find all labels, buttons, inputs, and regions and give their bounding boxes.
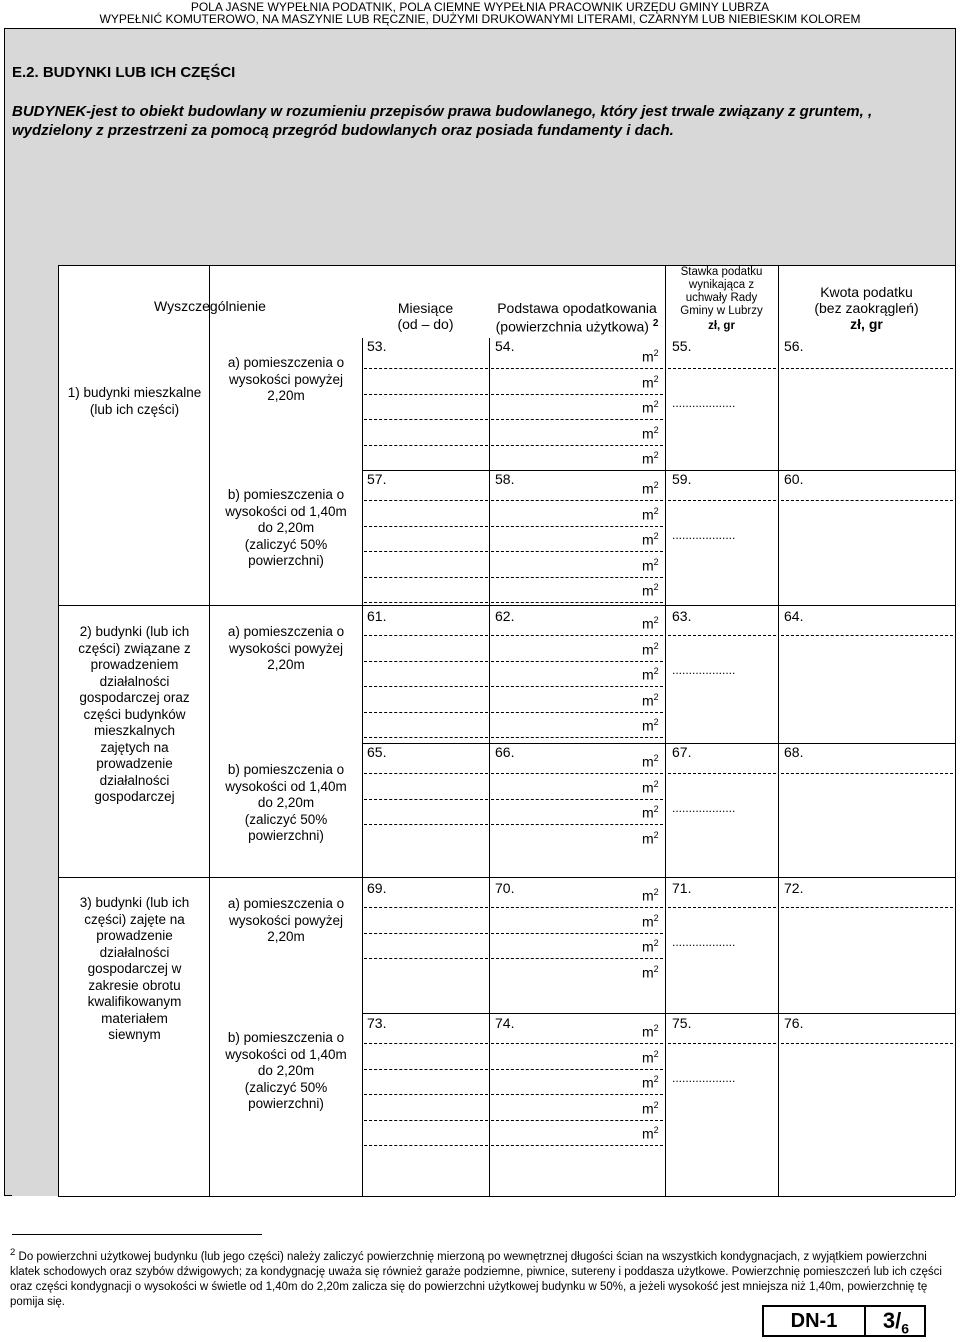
field-number: 65. [367, 744, 387, 760]
subtype-b-line: (zaliczyć 50% [244, 536, 328, 552]
subtype-a-line: 2,20m [267, 388, 305, 403]
subtype-a-line: wysokości powyżej [228, 640, 344, 656]
field-number: 57. [367, 471, 387, 487]
dash-base [491, 551, 663, 552]
page-number: $3/_6$ [882, 1308, 910, 1337]
dash-base [491, 1043, 663, 1044]
dash-months [364, 737, 488, 738]
field-number: 70. [495, 880, 515, 896]
header-base-l2-text: (powierzchnia użytkowa) [495, 318, 649, 335]
unit-sup: 2 [653, 582, 659, 592]
dash-months [364, 958, 488, 959]
unit-m: m [642, 887, 654, 904]
dash-months [364, 799, 488, 800]
rate-dots: ................... [672, 663, 736, 677]
category-3-line: części) zajęte na [84, 911, 185, 927]
unit-sup: 2 [653, 804, 659, 814]
footnote-separator [12, 1234, 262, 1235]
unit-m2 [642, 717, 659, 734]
dash-months [364, 1094, 488, 1095]
unit-m: m [642, 964, 654, 981]
dash-months [364, 1145, 488, 1146]
unit-m: m [642, 480, 654, 497]
dash-months [364, 419, 488, 420]
field-number: 60. [784, 471, 804, 487]
dash-amount [781, 500, 953, 501]
subtype-a-line: wysokości powyżej [228, 371, 344, 387]
subtype-a-line: 2,20m [267, 929, 305, 944]
category-3-line: kwalifikowanym [87, 994, 182, 1009]
rate-dots: ................... [672, 528, 736, 542]
dash-months [364, 907, 488, 908]
category-3-line: zakresie obrotu [88, 977, 181, 993]
unit-sup: 2 [653, 531, 659, 541]
unit-m: m [642, 1074, 654, 1091]
row-group-line [362, 470, 955, 471]
field-number: 59. [672, 471, 692, 487]
dash-base [491, 958, 663, 959]
building-definition: BUDYNEK-jest to obiekt budowlany w rozumieniu przepisów prawa budowlanego, który jest trwale związany z gruntem, , wydzielony z przestrzeni za pomocą przegród budowlanych oraz posiada fundamenty i dach. [12, 103, 873, 139]
dash-months [364, 577, 488, 578]
unit-m2 [642, 399, 659, 416]
unit-m2 [642, 641, 659, 658]
unit-m: m [642, 666, 654, 683]
unit-sup: 2 [653, 963, 659, 974]
header-rate-2: wynikająca z [688, 279, 755, 291]
unit-sup: 2 [653, 666, 659, 676]
unit-m2 [642, 1125, 659, 1142]
unit-m: m [642, 717, 654, 734]
unit-m2 [642, 779, 659, 796]
dash-amount [781, 635, 953, 636]
header-base-l1: Podstawa opodatkowania [497, 300, 657, 316]
header-amount-l1: Kwota podatku [820, 284, 913, 300]
dash-amount [781, 368, 953, 369]
subtype-a-line: a) pomieszczenia o [227, 896, 345, 911]
dash-months [364, 1043, 488, 1044]
dash-base [491, 1120, 663, 1121]
rate-dots: ................... [672, 935, 736, 949]
row-group-line [362, 1013, 955, 1014]
unit-m2 [642, 804, 659, 821]
category-3-line: siewnym [108, 1027, 161, 1042]
unit-sup: 2 [653, 615, 659, 625]
dash-months [364, 933, 488, 934]
unit-m: m [642, 641, 654, 658]
field-number: 64. [784, 608, 804, 624]
unit-m: m [642, 531, 654, 548]
field-number: 75. [672, 1015, 692, 1031]
header-line-1: POLA JASNE WYPEŁNIA PODATNIK, POLA CIEMNE WYPEŁNIA PRACOWNIK URZĘDU GMINY LUBRZA [190, 0, 770, 14]
header-spec: Wyszczególnienie [154, 298, 266, 314]
category-2-line: zajętych na [100, 739, 169, 755]
unit-sup: 2 [653, 505, 659, 516]
unit-m2 [642, 506, 659, 523]
unit-m: m [642, 779, 654, 796]
dash-base [491, 824, 663, 825]
unit-m: m [642, 557, 654, 574]
table-hline [58, 605, 955, 606]
unit-sup: 2 [653, 887, 659, 897]
category-2-line: działalności [99, 772, 170, 788]
unit-sup: 2 [653, 912, 659, 923]
dash-months [364, 551, 488, 552]
dash-base [491, 500, 663, 501]
category-3-line: gospodarczej w [87, 961, 182, 976]
header-line-2: WYPEŁNIĆ KOMUTEROWO, NA MASZYNIE LUB RĘCZNIE, DUŻYMI DRUKOWANYMI LITERAMI, CZARNYM LUB NIEBIESKIM KOLOREM [99, 12, 861, 26]
unit-m: m [642, 582, 654, 599]
dash-rate [668, 500, 776, 501]
unit-sup: 2 [653, 399, 659, 409]
field-number: 61. [367, 608, 387, 624]
dash-months [364, 1069, 488, 1070]
subtype-b-line: powierzchni) [248, 828, 324, 843]
subtype-b-line: wysokości od 1,40m [225, 778, 347, 794]
dash-base [491, 1094, 663, 1095]
header-rate-4: Gminy w Lubrzy [680, 305, 763, 317]
dash-base [491, 933, 663, 934]
table-hline [58, 1196, 209, 1197]
unit-sup: 2 [653, 778, 659, 789]
unit-m2 [642, 425, 659, 442]
dash-months [364, 1120, 488, 1121]
rate-dots: ................... [672, 801, 736, 815]
dash-months [364, 773, 488, 774]
field-number: 53. [367, 338, 387, 354]
category-2-line: gospodarczej [94, 789, 175, 804]
unit-m2 [642, 480, 659, 497]
unit-m2 [642, 1100, 659, 1117]
unit-m2 [642, 348, 659, 365]
page-current: 3 [882, 1308, 896, 1333]
dash-months [364, 824, 488, 825]
unit-m: m [642, 753, 654, 770]
category-2-line: prowadzenie [96, 756, 173, 771]
unit-sup: 2 [653, 938, 659, 948]
unit-sup: 2 [653, 691, 659, 702]
field-number: 68. [784, 744, 804, 760]
form-id-separator [864, 1305, 866, 1337]
dash-base [491, 394, 663, 395]
field-number: 58. [495, 471, 515, 487]
dash-months [364, 602, 488, 603]
page-total: 6 [901, 1320, 910, 1337]
table-hline [209, 1196, 955, 1197]
subtype-b-line: do 2,20m [257, 1063, 315, 1078]
field-number: 67. [672, 744, 692, 760]
dash-months [364, 368, 488, 369]
dash-base [491, 661, 663, 662]
unit-sup: 2 [653, 753, 659, 763]
header-base-l2 [489, 318, 665, 335]
unit-sup: 2 [653, 1023, 659, 1033]
unit-m2 [642, 582, 659, 599]
header-amount-units: zł, gr [850, 316, 883, 332]
dash-months [364, 526, 488, 527]
unit-m2 [642, 531, 659, 548]
unit-sup: 2 [653, 1074, 659, 1084]
unit-sup: 2 [653, 373, 659, 384]
category-1-line: (lub ich części) [89, 401, 180, 417]
table-vline [665, 265, 666, 1196]
dash-amount [781, 1043, 953, 1044]
field-number: 76. [784, 1015, 804, 1031]
table-vline [778, 265, 779, 1196]
category-2-line: prowadzeniem [90, 657, 179, 672]
subtype-b-line: (zaliczyć 50% [244, 811, 328, 827]
subtype-b-line: powierzchni) [248, 553, 324, 568]
subtype-a-line: a) pomieszczenia o [227, 624, 345, 639]
unit-m: m [642, 830, 654, 847]
category-2-line: 2) budynki (lub ich [79, 624, 190, 639]
dash-base [491, 445, 663, 446]
dash-rate [668, 907, 776, 908]
dash-base [491, 368, 663, 369]
table-vline [489, 338, 490, 1196]
header-rate-1: Stawka podatku [680, 266, 763, 278]
dash-amount [781, 773, 953, 774]
unit-m: m [642, 450, 654, 467]
unit-m: m [642, 938, 654, 955]
unit-sup: 2 [653, 480, 659, 490]
unit-m2 [642, 830, 659, 847]
dash-base [491, 737, 663, 738]
dash-amount [781, 907, 953, 908]
field-number: 74. [495, 1015, 515, 1031]
subtype-a-line: wysokości powyżej [228, 912, 344, 928]
margin-column [12, 166, 58, 1196]
dash-base [491, 419, 663, 420]
subtype-b-line: do 2,20m [257, 795, 315, 810]
unit-sup: 2 [653, 1048, 659, 1059]
unit-m2 [642, 666, 659, 683]
subtype-a-line: 2,20m [267, 657, 305, 672]
category-1-line: 1) budynki mieszkalne [67, 385, 202, 400]
table-vline [955, 265, 956, 1196]
unit-m2 [642, 1074, 659, 1091]
header-months-l1: Miesiące [397, 300, 454, 316]
category-2-line: mieszkalnych [93, 723, 176, 738]
dash-rate [668, 368, 776, 369]
dash-months [364, 686, 488, 687]
unit-sup: 2 [653, 640, 659, 651]
category-3-line: prowadzenie [96, 928, 173, 943]
footnote-mark: 2 [10, 1247, 16, 1258]
unit-m2 [642, 753, 659, 770]
header-rate-3: uchwały Rady [685, 292, 758, 304]
unit-sup: 2 [653, 829, 659, 840]
field-number: 66. [495, 744, 515, 760]
form-id-label: DN-1 [790, 1310, 838, 1332]
dash-months [364, 394, 488, 395]
dash-months [364, 661, 488, 662]
rate-dots: ................... [672, 396, 736, 410]
subtype-b-line: do 2,20m [257, 520, 315, 535]
footnote-text: Do powierzchni użytkowej budynku (lub jego części) należy zaliczyć powierzchnię mierzoną po wewnętrznej długości ścian na wszystkich kondygnacjach, z wyjątkiem powierzchni klatek schodowych oraz szybów dźwigowych; za kondygnację uważa się również garaże podziemne, piwnice, sutereny i poddasza użytkowe. Powierzchnię pomieszczeń lub ich części oraz części kondygnacji o wysokości w świetle od 1,40m do 2,20m zalicza się do powierzchni użytkowej budynku w 50%, a jeżeli wysokość jest mniejsza niż 1,40m, powierzchnię tę pomija się. [10, 1250, 942, 1308]
field-number: 69. [367, 880, 387, 896]
field-number: 63. [672, 608, 692, 624]
field-number: 72. [784, 880, 804, 896]
category-2-line: części budynków [83, 706, 186, 722]
unit-m2 [642, 692, 659, 709]
subtype-b-line: powierzchni) [248, 1096, 324, 1111]
category-2-line: gospodarczej oraz [79, 690, 190, 705]
subtype-b-line: b) pomieszczenia o [227, 1030, 345, 1045]
unit-m2 [642, 938, 659, 955]
unit-m2 [642, 964, 659, 981]
subtype-b-line: b) pomieszczenia o [227, 487, 345, 502]
subtype-b-line: (zaliczyć 50% [244, 1079, 328, 1095]
subtype-a-line: a) pomieszczenia o [227, 355, 345, 370]
dash-rate [668, 635, 776, 636]
dash-base [491, 602, 663, 603]
subtype-b-line: b) pomieszczenia o [227, 762, 345, 777]
section-title: E.2. BUDYNKI LUB ICH CZĘŚCI [12, 64, 236, 81]
unit-m2 [642, 887, 659, 904]
unit-m2 [642, 913, 659, 930]
dash-base [491, 773, 663, 774]
unit-m2 [642, 1049, 659, 1066]
unit-m2 [642, 450, 659, 467]
dash-base [491, 577, 663, 578]
unit-sup: 2 [653, 717, 659, 727]
dash-base [491, 712, 663, 713]
dash-months [364, 500, 488, 501]
unit-m: m [642, 425, 654, 442]
unit-m: m [642, 692, 654, 709]
unit-m: m [642, 1049, 654, 1066]
unit-m: m [642, 506, 654, 523]
table-hline [58, 877, 955, 878]
dash-base [491, 799, 663, 800]
field-number: 54. [495, 338, 515, 354]
dash-base [491, 686, 663, 687]
unit-m: m [642, 348, 654, 365]
field-number: 71. [672, 880, 692, 896]
unit-m: m [642, 1023, 654, 1040]
category-2-line: działalności [99, 673, 170, 689]
field-number: 62. [495, 608, 515, 624]
unit-sup: 2 [653, 1125, 659, 1135]
rate-dots: ................... [672, 1071, 736, 1085]
unit-sup: 2 [653, 424, 659, 435]
dash-base [491, 1145, 663, 1146]
subtype-b-line: wysokości od 1,40m [225, 1046, 347, 1062]
unit-m: m [642, 399, 654, 416]
header-base-sup: 2 [652, 318, 659, 329]
dash-base [491, 907, 663, 908]
unit-m: m [642, 913, 654, 930]
header-amount-l2: (bez zaokrągleń) [814, 300, 919, 316]
unit-m: m [642, 374, 654, 391]
unit-sup: 2 [653, 556, 659, 567]
unit-sup: 2 [653, 450, 659, 460]
header-months-l2: (od – do) [397, 316, 454, 332]
category-3-line: materiałem [101, 1010, 168, 1026]
unit-m: m [642, 1100, 654, 1117]
row-group-line [362, 743, 955, 744]
dash-months [364, 712, 488, 713]
unit-m2 [642, 374, 659, 391]
unit-sup: 2 [653, 348, 659, 358]
category-3-line: działalności [99, 944, 170, 960]
dash-base [491, 1069, 663, 1070]
field-number: 55. [672, 338, 692, 354]
dash-base [491, 526, 663, 527]
dash-rate [668, 1043, 776, 1044]
category-3-line: 3) budynki (lub ich [79, 895, 190, 910]
unit-m: m [642, 615, 654, 632]
footnote [10, 1245, 955, 1310]
unit-sup: 2 [653, 1099, 659, 1110]
table-vline [362, 338, 363, 1196]
subtype-b-line: wysokości od 1,40m [225, 503, 347, 519]
dash-rate [668, 773, 776, 774]
unit-m2 [642, 615, 659, 632]
dash-base [491, 635, 663, 636]
dash-months [364, 635, 488, 636]
dash-months [364, 445, 488, 446]
field-number: 73. [367, 1015, 387, 1031]
unit-m: m [642, 804, 654, 821]
unit-m2 [642, 557, 659, 574]
header-rate-units: zł, gr [708, 320, 735, 332]
unit-m: m [642, 1125, 654, 1142]
field-number: 56. [784, 338, 804, 354]
unit-m2 [642, 1023, 659, 1040]
category-2-line: części) związane z [78, 640, 191, 656]
